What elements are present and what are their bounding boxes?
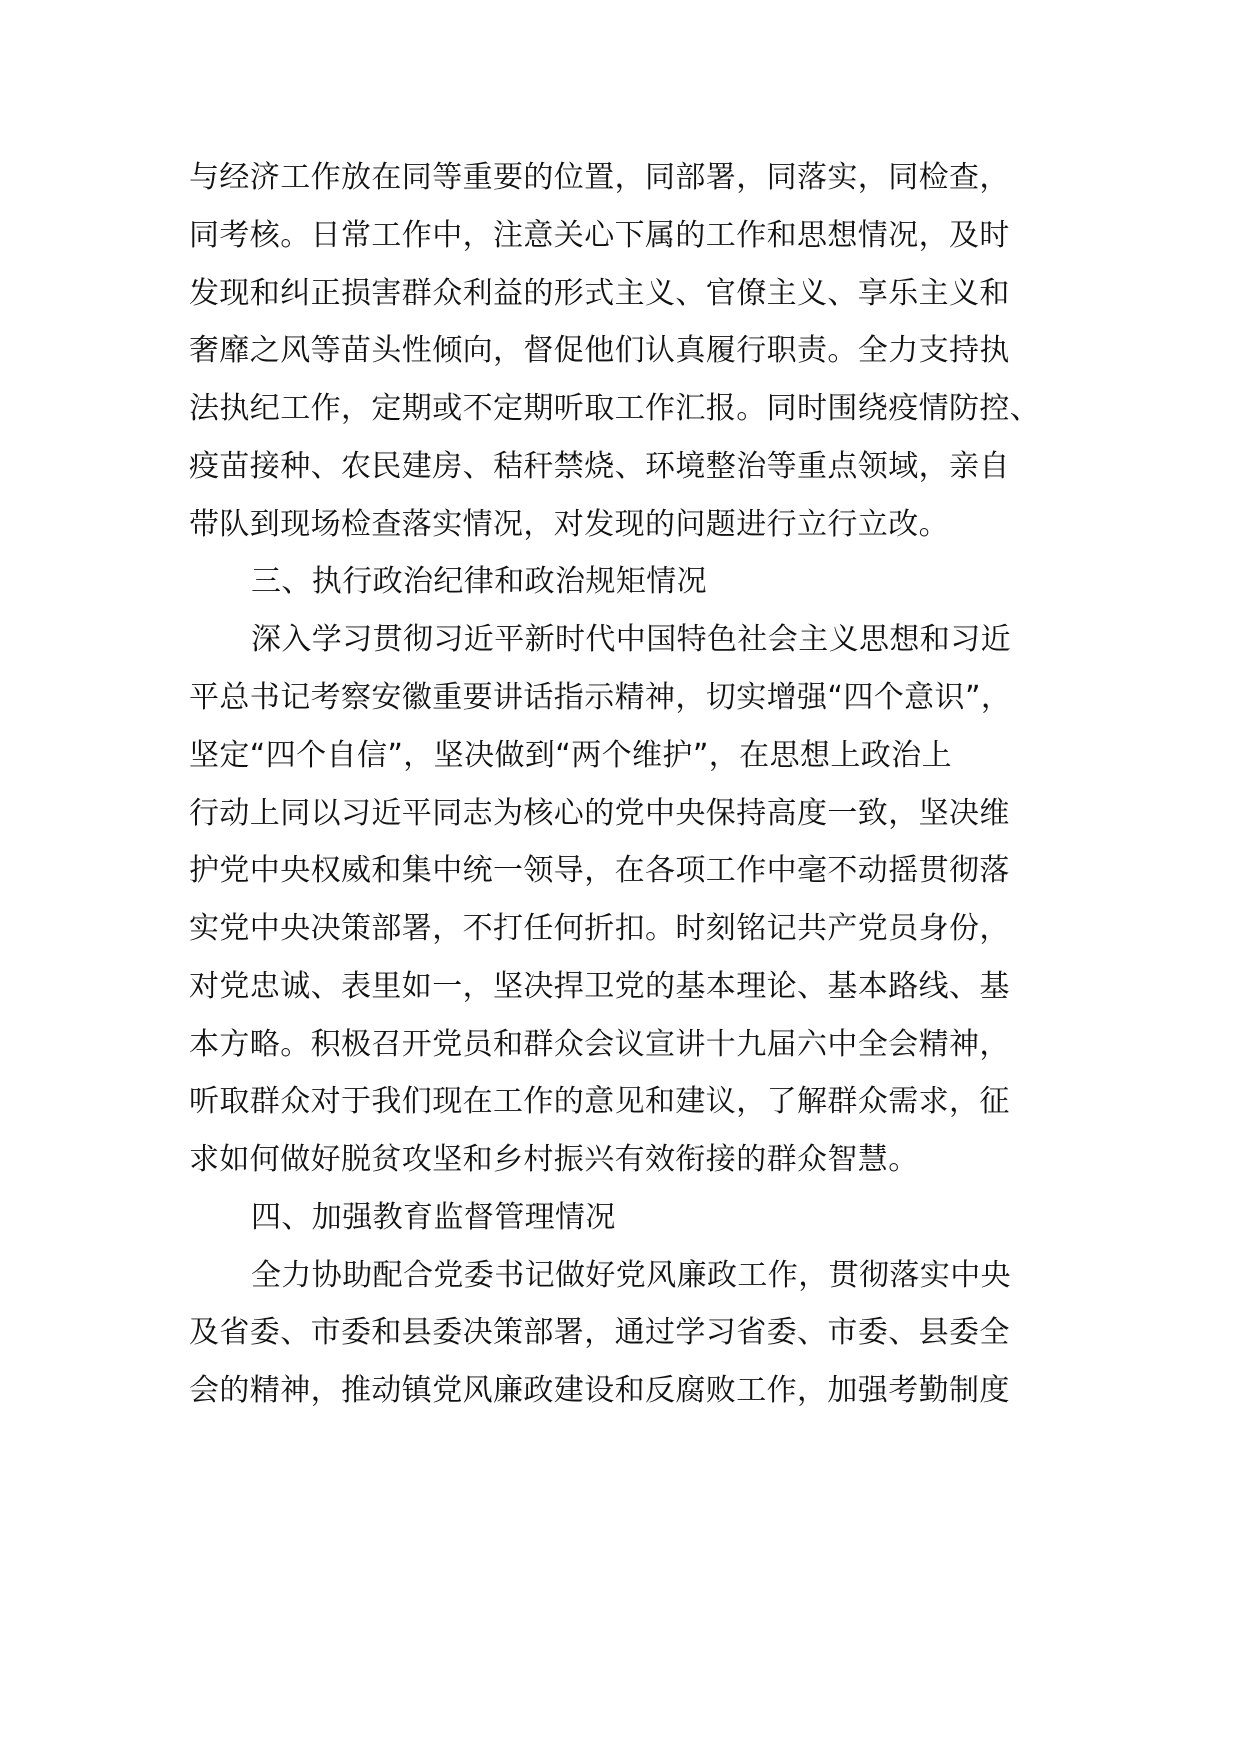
section-heading: 四、加强教育监督管理情况 <box>251 1200 616 1235</box>
body-text-line: 平总书记考察安徽重要讲话指示精神，切实增强“四个意识”， <box>189 680 1012 715</box>
body-text-line: 听取群众对于我们现在工作的意见和建议，了解群众需求，征 <box>189 1084 1010 1119</box>
body-text-line: 法执纪工作，定期或不定期听取工作汇报。同时围绕疫情防控、 <box>189 391 1041 426</box>
body-text-line: 行动上同以习近平同志为核心的党中央保持高度一致，坚决维 <box>189 796 1010 831</box>
body-text-line: 会的精神，推动镇党风廉政建设和反腐败工作，加强考勤制度 <box>189 1373 1010 1408</box>
body-text-line: 求如何做好脱贫攻坚和乡村振兴有效衔接的群众智慧。 <box>189 1142 919 1177</box>
body-text-line: 与经济工作放在同等重要的位置，同部署，同落实，同检查， <box>189 160 1010 195</box>
body-text-line: 实党中央决策部署，不打任何折扣。时刻铭记共产党员身份， <box>189 911 1010 946</box>
body-text-line: 同考核。日常工作中，注意关心下属的工作和思想情况，及时 <box>189 218 1010 253</box>
body-text-line: 深入学习贯彻习近平新时代中国特色社会主义思想和习近 <box>251 622 1011 657</box>
section-heading: 三、执行政治纪律和政治规矩情况 <box>251 564 707 599</box>
body-text-line: 护党中央权威和集中统一领导，在各项工作中毫不动摇贯彻落 <box>189 853 1010 888</box>
body-text-line: 带队到现场检查落实情况，对发现的问题进行立行立改。 <box>189 507 949 542</box>
body-text-line: 及省委、市委和县委决策部署，通过学习省委、市委、县委全 <box>189 1315 1010 1350</box>
body-text-line: 疫苗接种、农民建房、秸秆禁烧、环境整治等重点领域，亲自 <box>189 449 1010 484</box>
body-text-line: 发现和纠正损害群众利益的形式主义、官僚主义、享乐主义和 <box>189 276 1010 311</box>
body-text-line: 奢靡之风等苗头性倾向，督促他们认真履行职责。全力支持执 <box>189 333 1010 368</box>
body-text-line: 全力协助配合党委书记做好党风廉政工作，贯彻落实中央 <box>251 1258 1011 1293</box>
body-text-line: 坚定“四个自信”，坚决做到“两个维护”，在思想上政治上 <box>189 738 952 773</box>
body-text-line: 本方略。积极召开党员和群众会议宣讲十九届六中全会精神， <box>189 1027 1010 1062</box>
body-text-line: 对党忠诚、表里如一，坚决捍卫党的基本理论、基本路线、基 <box>189 969 1010 1004</box>
